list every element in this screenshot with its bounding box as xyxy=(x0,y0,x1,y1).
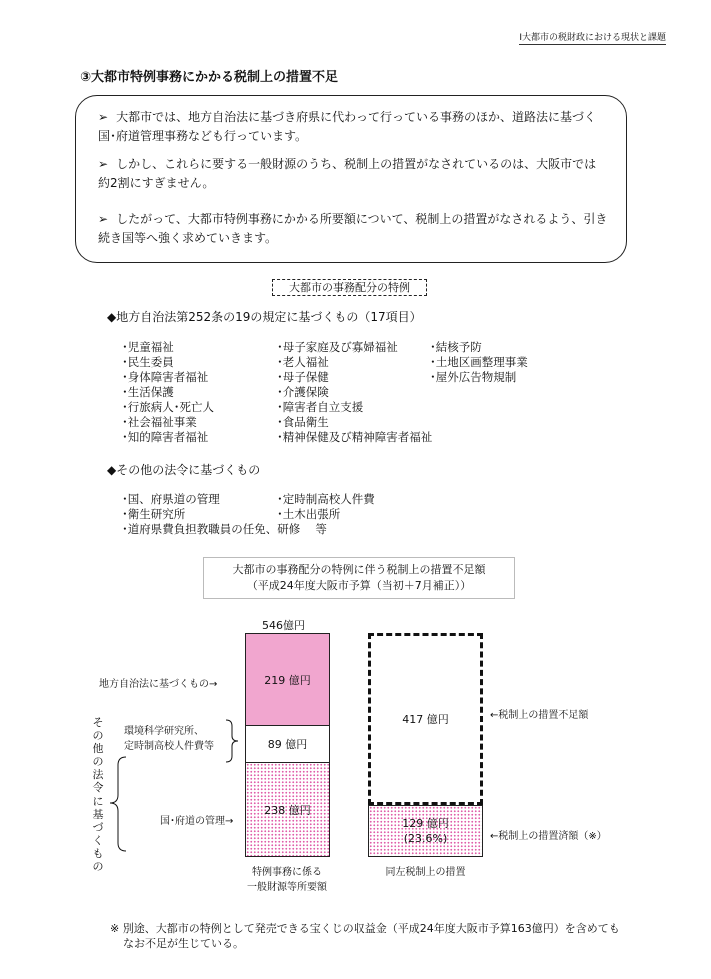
label-env-line1: 環境科学研究所、 xyxy=(124,726,204,737)
list-item: ･身体障害者福祉 xyxy=(122,370,209,384)
data-label: 417 億円 xyxy=(402,713,449,726)
data-label: 129 億円 xyxy=(402,817,449,830)
label-road: 国･府道の管理→ xyxy=(160,816,234,827)
list-item: ･道府県費負担教職員の任免、研修 等 xyxy=(122,522,327,536)
summary-text: したがって、大都市特例事務にかかる所要額について、税制上の措置がなされるよう、引き続き国等へ強く求めていきます。 xyxy=(98,212,608,245)
other-section-heading: ◆その他の法令に基づくもの xyxy=(107,463,261,477)
list-item: ･結核予防 xyxy=(430,340,482,354)
chart-caption-line1: 大都市の事務配分の特例に伴う税制上の措置不足額 xyxy=(232,563,486,576)
arrow-bullet-icon: ➢ xyxy=(98,212,109,226)
label-other-law-vertical: その他の法令に基づくもの xyxy=(92,716,104,874)
summary-text: 大都市では、地方自治法に基づき府県に代わって行っている事務のほか、道路法に基づく国･府道管理事務なども行っています。 xyxy=(98,110,596,143)
list-item: ･介護保険 xyxy=(277,385,329,399)
right-bar-base-label: 同左税制上の措置 xyxy=(385,867,466,878)
list-item: ･国、府県道の管理 xyxy=(122,492,220,506)
section-title: ③大都市特例事務にかかる税制上の措置不足 xyxy=(80,70,339,85)
base-label-line: 特例事務に係る xyxy=(252,867,322,878)
footnote-line: ※ 別途、大都市の特例として発売できる宝くじの収益金（平成24年度大阪市予算163億円）を含めても xyxy=(110,922,620,935)
label-local-law: 地方自治法に基づくもの→ xyxy=(99,679,218,690)
data-label: 219 億円 xyxy=(264,673,311,687)
list-item: ･定時制高校人件費 xyxy=(277,492,375,506)
label-shortfall: ←税制上の措置不足額 xyxy=(490,710,589,721)
list-item: ･児童福祉 xyxy=(122,340,174,354)
list-item: ･母子家庭及び寡婦福祉 xyxy=(277,340,398,354)
arrow-bullet-icon: ➢ xyxy=(98,157,109,171)
list-item: ･障害者自立支援 xyxy=(277,400,364,414)
page-header: Ⅰ大都市の税財政における現状と課題 xyxy=(519,30,666,45)
list-item: ･土木出張所 xyxy=(277,507,341,521)
label-env-line2: 定時制高校人件費等 xyxy=(124,741,214,752)
data-label-percent: (23.6%) xyxy=(403,832,448,845)
footnote xyxy=(110,921,655,951)
list-item: ･屋外広告物規制 xyxy=(430,370,517,384)
list-item: ･行旅病人･死亡人 xyxy=(122,400,214,414)
summary-text: しかし、これらに要する一般財源のうち、税制上の措置がなされているのは、大阪市では約2割にすぎません。 xyxy=(98,157,597,190)
list-item: ･社会福祉事業 xyxy=(122,415,197,429)
left-bar-base-label xyxy=(232,865,342,895)
data-label: 238 億円 xyxy=(264,803,311,817)
brace-left-icon xyxy=(110,757,126,851)
section-tag: 大都市の事務配分の特例 xyxy=(272,279,427,296)
list-item: ･土地区画整理事業 xyxy=(430,355,528,369)
list-item: ･精神保健及び精神障害者福祉 xyxy=(277,430,433,444)
footnote-line: なお不足が生じている。 xyxy=(123,937,244,950)
arrow-bullet-icon: ➢ xyxy=(98,110,109,124)
data-label: 89 億円 xyxy=(267,738,308,751)
chart-caption-line2: （平成24年度大阪市予算（当初＋7月補正）） xyxy=(246,579,472,592)
list-item: ･食品衛生 xyxy=(277,415,329,429)
brace-right-icon xyxy=(226,720,238,762)
list-item: ･知的障害者福祉 xyxy=(122,430,209,444)
base-label-line: 一般財源等所要額 xyxy=(247,882,327,893)
label-covered: ←税制上の措置済額（※） xyxy=(490,831,607,842)
list-item: ･民生委員 xyxy=(122,355,174,369)
chart-total-label: 546億円 xyxy=(262,619,305,632)
list-item: ･衛生研究所 xyxy=(122,507,186,521)
list-item: ･母子保健 xyxy=(277,370,329,384)
list-item: ･老人福祉 xyxy=(277,355,329,369)
law-section-heading: ◆地方自治法第252条の19の規定に基づくもの（17項目） xyxy=(107,310,422,324)
list-item: ･生活保護 xyxy=(122,385,174,399)
